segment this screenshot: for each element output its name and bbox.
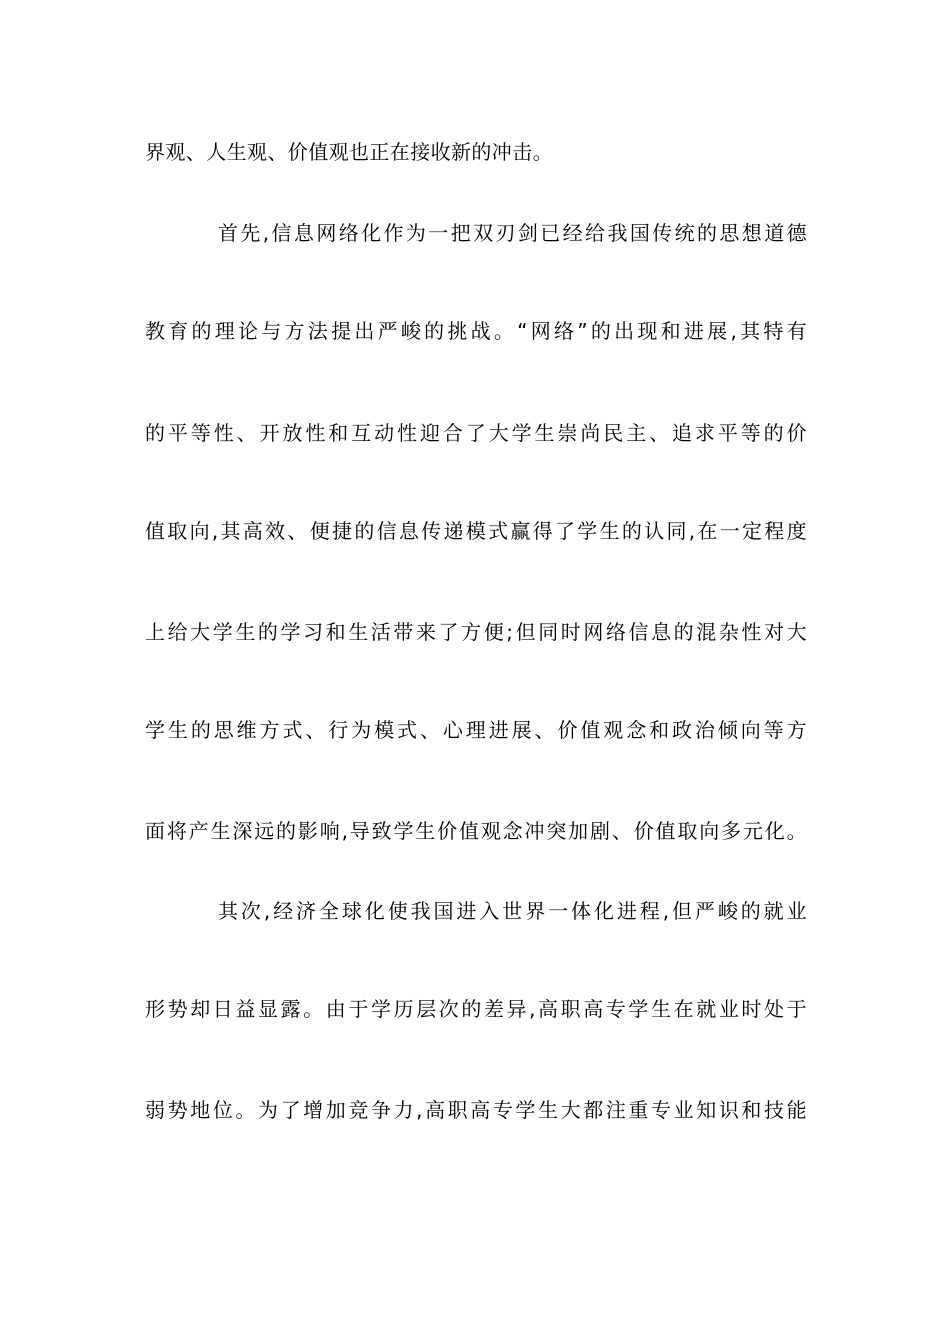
paragraph-1-line-6: 学生的思维方式、行为模式、心理进展、价值观念和政治倾向等方: [145, 718, 807, 742]
paragraph-1-line-2: 教育的理论与方法提出严峻的挑战。“网络”的出现和进展,其特有: [145, 319, 807, 343]
paragraph-1-line-4: 值取向,其高效、便捷的信息传递模式赢得了学生的认同,在一定程度: [145, 519, 807, 543]
paragraph-1-line-7: 面将产生深远的影响,导致学生价值观念冲突加剧、价值取向多元化。: [145, 819, 807, 843]
paragraph-2-line-3: 弱势地位。为了增加竞争力,高职高专学生大都注重专业知识和技能: [145, 1098, 807, 1122]
text-line-1: 界观、人生观、价值观也正在接收新的冲击。: [145, 140, 553, 164]
paragraph-2-line-1: 其次,经济全球化使我国进入世界一体化进程,但严峻的就业: [218, 899, 807, 923]
paragraph-1-line-1: 首先,信息网络化作为一把双刃剑已经给我国传统的思想道德: [218, 221, 807, 245]
paragraph-1-line-3: 的平等性、开放性和互动性迎合了大学生崇尚民主、追求平等的价: [145, 421, 807, 445]
paragraph-2-line-2: 形势却日益显露。由于学历层次的差异,高职高专学生在就业时处于: [145, 997, 807, 1021]
paragraph-1-line-5: 上给大学生的学习和生活带来了方便;但同时网络信息的混杂性对大: [145, 620, 807, 644]
